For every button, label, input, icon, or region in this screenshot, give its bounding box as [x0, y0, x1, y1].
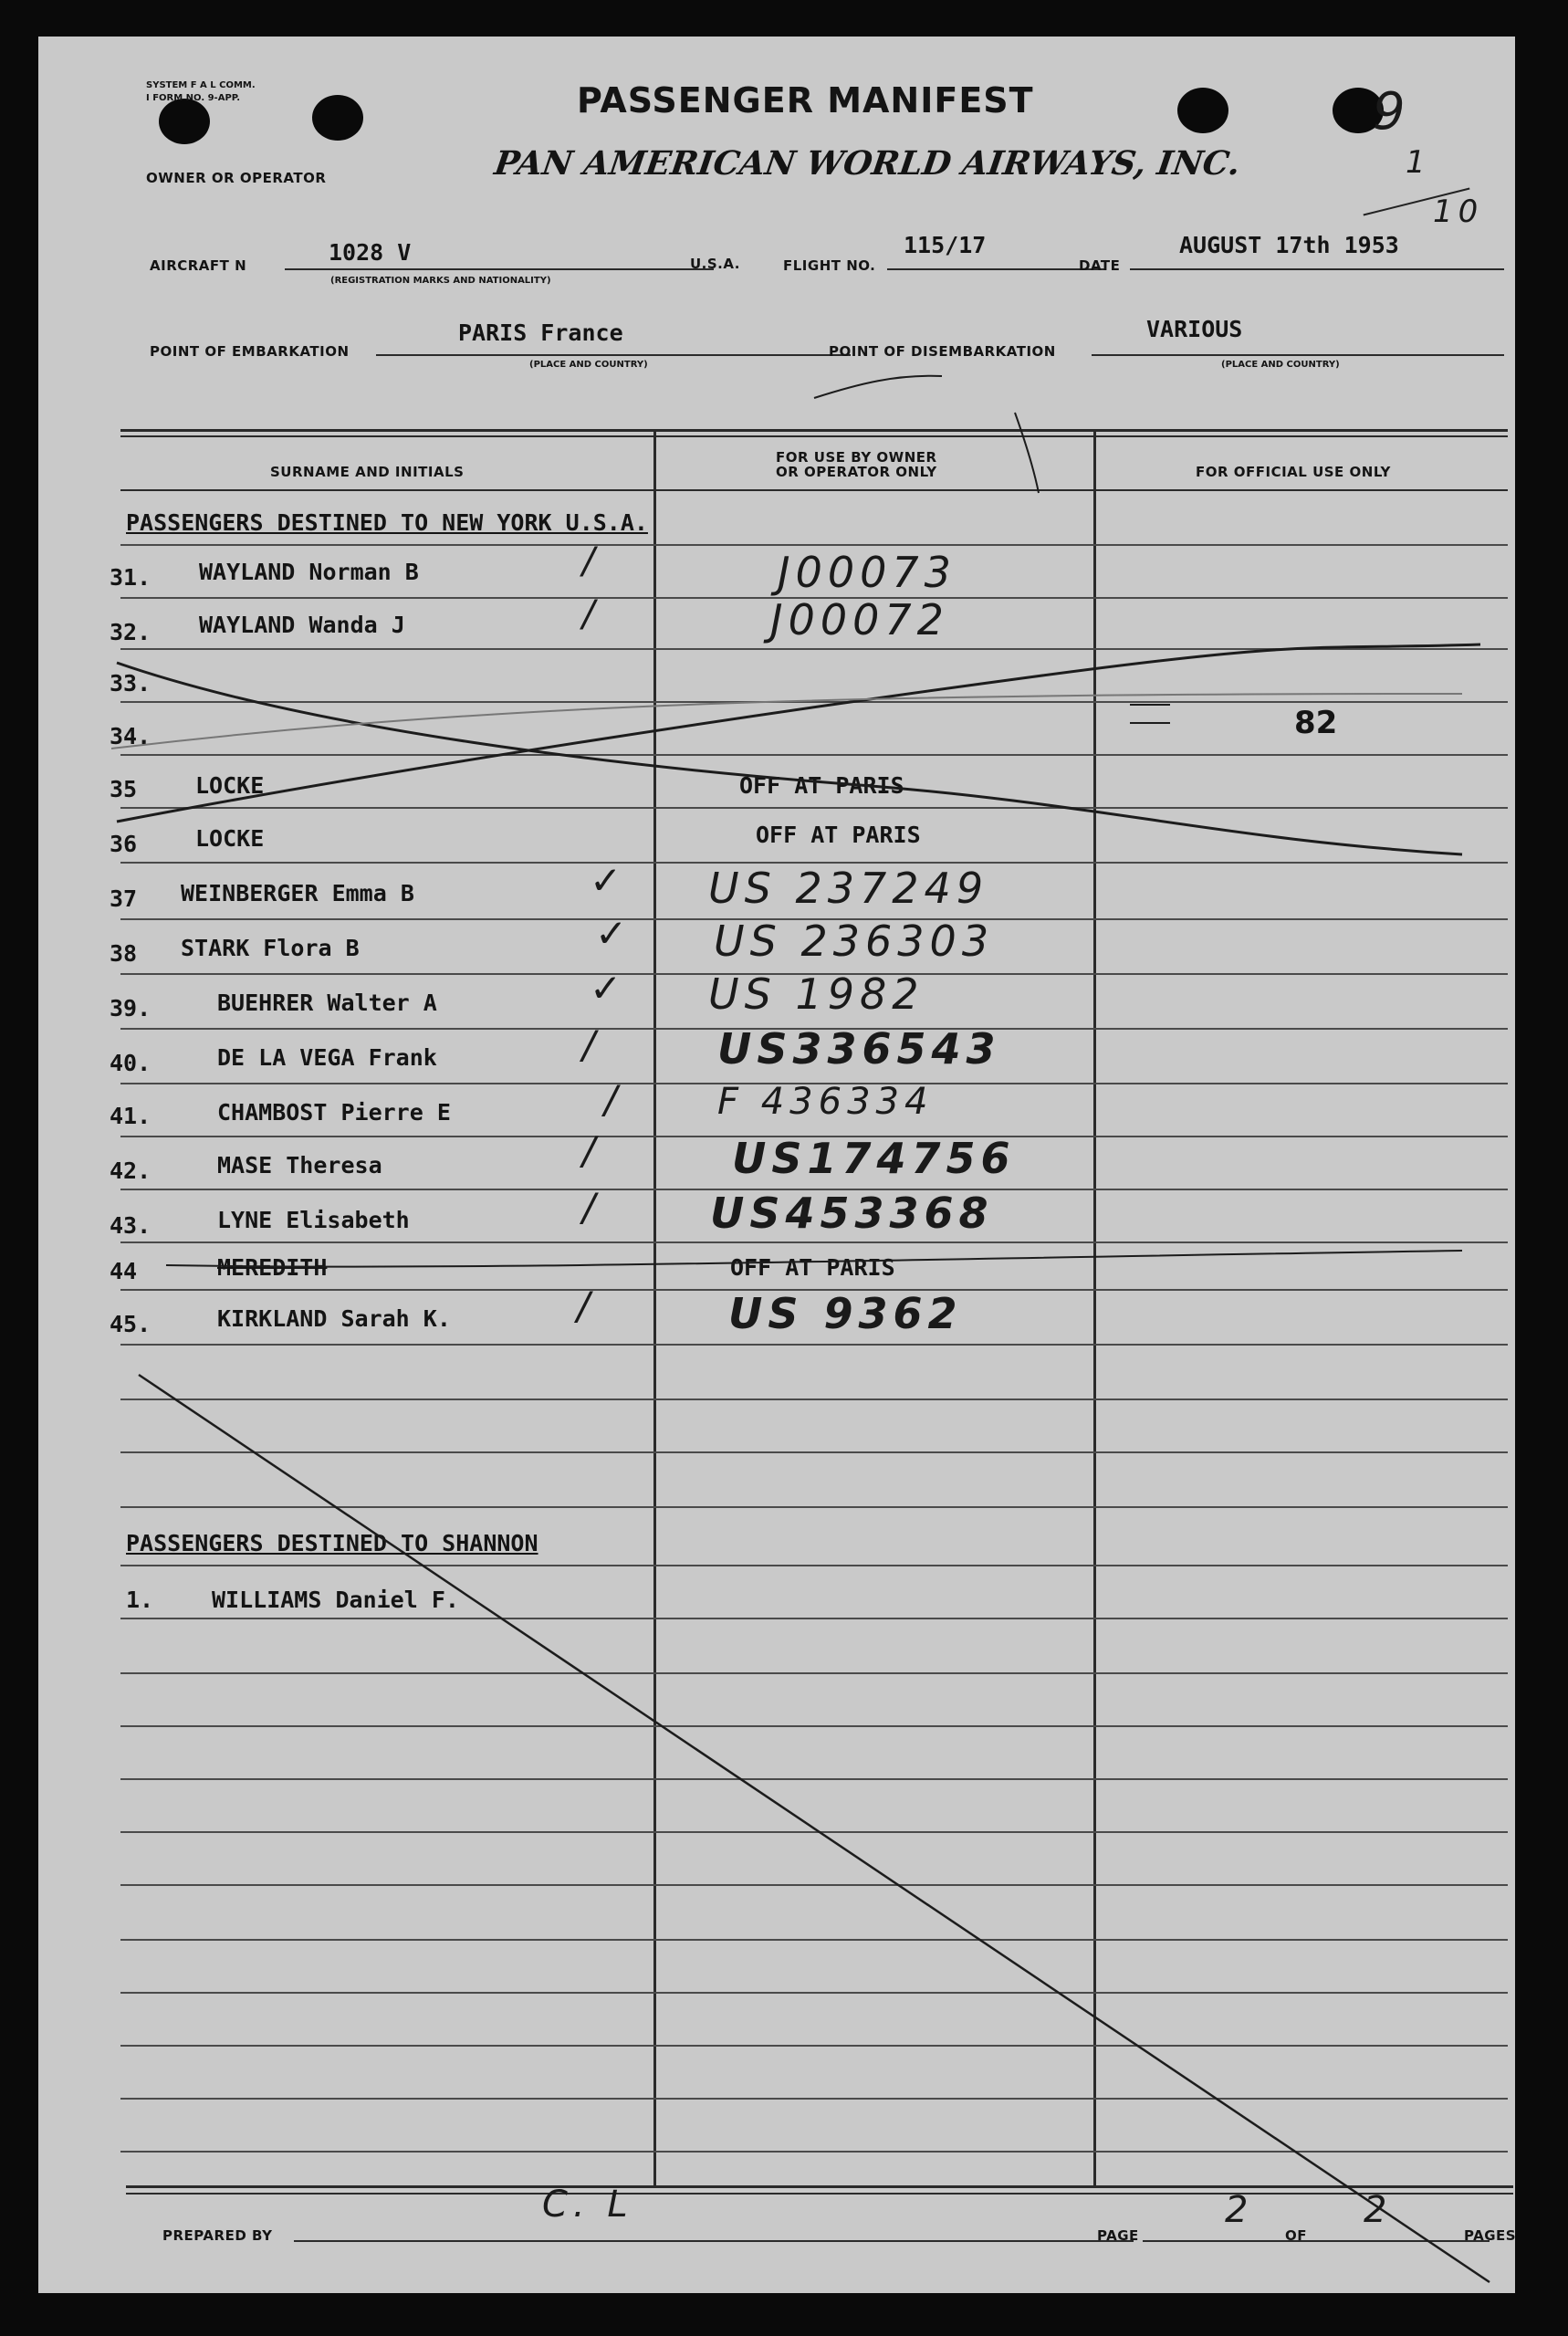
diagonal-cancel-line	[139, 1375, 1490, 2282]
strike-through-stroke	[117, 644, 1480, 822]
section-shannon: PASSENGERS DESTINED TO SHANNON	[126, 1530, 538, 1556]
check-mark: /	[582, 540, 601, 582]
disembarkation-label: POINT OF DISEMBARKATION	[829, 343, 1056, 360]
row-number: 45.	[110, 1311, 152, 1337]
of-value: 2	[1364, 2189, 1393, 2231]
row-number: 32.	[110, 619, 152, 645]
document-number: US174756	[732, 1134, 1016, 1183]
check-mark: /	[582, 1022, 601, 1067]
form-note-line1: SYSTEM F A L COMM.	[146, 80, 256, 90]
document-number: J00072	[770, 595, 949, 644]
column-surname: SURNAME AND INITIALS	[270, 464, 465, 480]
passenger-name: WILLIAMS Daniel F.	[212, 1587, 459, 1613]
strike-through-stroke	[166, 1251, 1462, 1267]
status-note: OFF AT PARIS	[756, 822, 921, 848]
pen-mark	[1015, 413, 1039, 493]
document-number: US 236303	[714, 917, 995, 966]
form-note-line2: I FORM NO. 9-APP.	[146, 93, 241, 103]
check-mark: /	[604, 1077, 623, 1122]
check-mark: ✓	[590, 858, 628, 903]
column-owner-line1: FOR USE BY OWNER	[776, 449, 937, 466]
row-number: 39.	[110, 995, 152, 1021]
owner-label: OWNER OR OPERATOR	[146, 170, 327, 186]
manifest-sheet	[38, 37, 1515, 2293]
flight-value: 115/17	[904, 232, 987, 258]
row-number: 35	[110, 776, 138, 802]
passenger-name: MASE Theresa	[217, 1152, 382, 1178]
pages-label: PAGES	[1464, 2227, 1517, 2244]
row-number: 37	[110, 885, 138, 912]
page-title: PASSENGER MANIFEST	[577, 80, 1034, 120]
document-number: J00073	[778, 548, 956, 597]
row-number: 1.	[126, 1587, 154, 1613]
document-number: US 1982	[708, 969, 925, 1019]
column-official: FOR OFFICIAL USE ONLY	[1196, 464, 1391, 480]
check-mark: /	[582, 1128, 601, 1173]
flight-label: FLIGHT NO.	[783, 257, 876, 274]
country-label: U.S.A.	[690, 256, 740, 272]
passenger-name: WEINBERGER Emma B	[181, 880, 414, 906]
document-number: US453368	[710, 1189, 994, 1238]
place-label: (PLACE AND COUNTRY)	[1221, 360, 1340, 370]
row-number: 40.	[110, 1050, 152, 1076]
section-new-york: PASSENGERS DESTINED TO NEW YORK U.S.A.	[126, 509, 648, 536]
row-number: 34.	[110, 723, 152, 749]
strike-through-stroke	[111, 694, 1462, 749]
page-value: 2	[1225, 2189, 1254, 2231]
pen-mark	[814, 376, 942, 398]
row-number: 36	[110, 831, 138, 857]
airline-name: PAN AMERICAN WORLD AIRWAYS, INC.	[492, 144, 1243, 183]
passenger-name: WAYLAND Wanda J	[199, 612, 405, 638]
official-note: 82	[1294, 705, 1338, 741]
row-number: 33.	[110, 670, 152, 697]
row-number: 31.	[110, 564, 152, 591]
document-number: US336543	[717, 1024, 1001, 1074]
row-number: 43.	[110, 1212, 152, 1239]
embarkation-label: POINT OF EMBARKATION	[150, 343, 350, 360]
passenger-name: LOCKE	[195, 772, 265, 799]
passenger-name: BUEHRER Walter A	[217, 990, 437, 1016]
of-label: OF	[1285, 2227, 1307, 2244]
disembarkation-value: VARIOUS	[1146, 316, 1243, 342]
check-mark: /	[577, 1283, 596, 1328]
passenger-name: LOCKE	[195, 825, 265, 852]
row-number: 44	[110, 1258, 138, 1284]
embarkation-value: PARIS France	[458, 319, 623, 346]
strike-through-stroke	[117, 663, 1462, 854]
passenger-name: DE LA VEGA Frank	[217, 1044, 437, 1071]
check-mark: ✓	[595, 911, 633, 956]
handwritten-strokes	[38, 37, 1515, 2293]
aircraft-value: 1028 V	[329, 239, 412, 266]
row-number: 42.	[110, 1158, 152, 1184]
aircraft-label: AIRCRAFT N	[150, 257, 247, 274]
passenger-name: CHAMBOST Pierre E	[217, 1099, 451, 1126]
pen-mark	[1130, 705, 1170, 723]
check-mark: ✓	[590, 966, 628, 1011]
status-note: OFF AT PARIS	[730, 1254, 895, 1281]
place-label: (PLACE AND COUNTRY)	[529, 360, 648, 370]
prepared-value: C. L	[542, 2184, 633, 2226]
date-label: DATE	[1079, 257, 1121, 274]
check-mark: /	[582, 1185, 601, 1230]
passenger-name: LYNE Elisabeth	[217, 1207, 410, 1233]
passenger-name: STARK Flora B	[181, 935, 360, 961]
document-number: US 237249	[708, 864, 989, 913]
page-label: PAGE	[1097, 2227, 1139, 2244]
prepared-label: PREPARED BY	[162, 2227, 273, 2244]
column-owner-line2: OR OPERATOR ONLY	[776, 464, 937, 480]
row-number: 41.	[110, 1103, 152, 1129]
document-number: F 436334	[717, 1081, 934, 1123]
status-note: OFF AT PARIS	[739, 772, 904, 799]
fraction-bottom: 10	[1433, 194, 1484, 230]
date-value: AUGUST 17th 1953	[1179, 232, 1399, 258]
fraction-top: 1	[1406, 144, 1431, 181]
passenger-name: WAYLAND Norman B	[199, 559, 419, 585]
document-number: US 9362	[728, 1289, 963, 1338]
passenger-name: KIRKLAND Sarah K.	[217, 1305, 451, 1332]
passenger-name: MEREDITH	[217, 1254, 328, 1281]
page-mark: 9	[1373, 82, 1411, 141]
check-mark: /	[582, 593, 601, 635]
row-number: 38	[110, 940, 138, 967]
registration-label: (REGISTRATION MARKS AND NATIONALITY)	[330, 276, 551, 286]
